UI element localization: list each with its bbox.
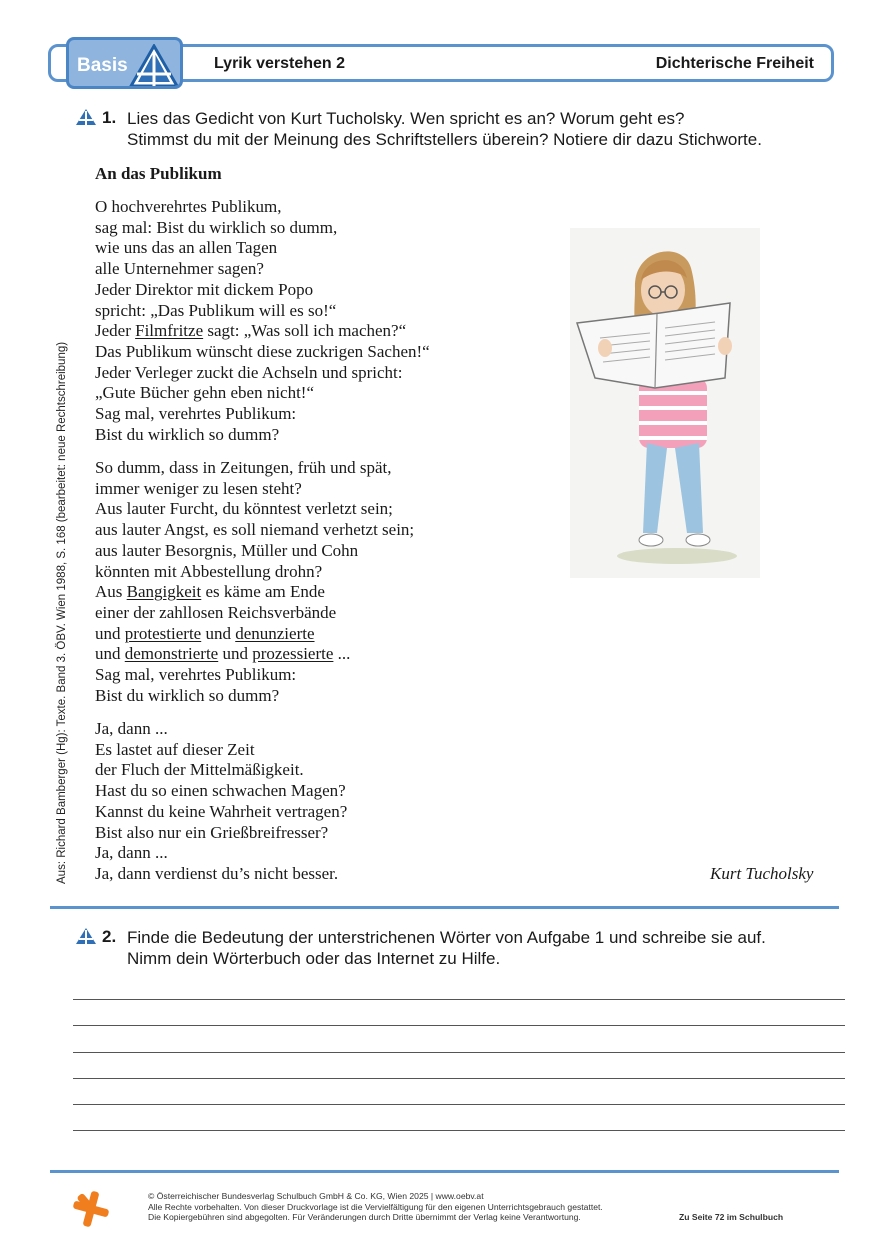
poem-title: An das Publikum [95,164,222,183]
poem-line: Jeder Direktor mit dickem Popo [95,279,314,299]
text-segment: und [95,623,125,643]
writing-line[interactable] [73,1104,845,1105]
task-1-instructions [127,108,762,150]
poem-line: Ja, dann ... [95,719,168,738]
basis-level-icon [75,108,97,126]
worksheet-title: Lyrik verstehen 2 [214,55,346,72]
poem-line: Ja, dann ... [95,843,168,863]
poem-line: Sag mal, verehrtes Publikum: [95,665,297,685]
poem-line: Es lastet auf dieser Zeit [95,739,255,759]
poem-line [95,624,414,645]
textbook-page-reference: Zu Seite 72 im Schulbuch [679,1212,784,1222]
underlined-word: protestierte [124,623,202,643]
text-segment: es käme am Ende [201,582,325,602]
copyright-notice [148,1191,603,1223]
task-1-number: 1. [102,108,117,127]
task-2-number: 2. [102,927,117,946]
girl-reading-newspaper-illustration [565,228,765,578]
poem-line [95,644,414,665]
poem-line: Aus lauter Furcht, du könntest verletzt sein; [95,499,393,519]
poem-line: Ja, dann verdienst du’s nicht besser. [95,863,339,883]
poem-line: sag mal: Bist du wirklich so dumm, [95,217,338,237]
underlined-word: demonstrierte [124,644,219,664]
task-2-line: Finde die Bedeutung der unterstrichenen Wörter von Aufgabe 1 und schreibe sie auf. [127,928,766,947]
poem-line: aus lauter Angst, es soll niemand verhetzt sein; [95,520,415,540]
poem-line: spricht: „Das Publikum will es so!“ [95,300,337,320]
footer-line: Die Kopiergebühren sind abgegolten. Für Veränderungen durch Dritte übernimmt der Verlag keine Verantwortung. [148,1212,581,1222]
poem-line: „Gute Bücher gehn eben nicht!“ [95,383,315,403]
poem-stanza-3 [95,719,347,885]
text-segment: Jeder [95,321,136,341]
writing-line[interactable] [73,1130,845,1131]
poem-line: So dumm, dass in Zeitungen, früh und spät, [95,458,392,477]
footer-line: © Österreichischer Bundesverlag Schulbuch GmbH & Co. KG, Wien 2025 | www.oebv.at [148,1191,484,1201]
poem-line: Sag mal, verehrtes Publikum: [95,404,297,424]
basis-level-icon [75,927,97,945]
task-2-instructions [127,927,766,969]
task-1-line: Stimmst du mit der Meinung des Schriftstellers überein? Notiere dir dazu Stichworte. [127,130,762,149]
footer-divider [50,1170,839,1173]
level-badge [66,37,183,89]
badge-label: Basis [77,55,128,76]
text-segment: und [218,644,253,664]
poem-line: alle Unternehmer sagen? [95,259,264,279]
poem-stanza-2 [95,458,414,706]
poem-line: immer weniger zu lesen steht? [95,478,302,498]
text-segment: und [201,623,236,643]
writing-line[interactable] [73,999,845,1000]
section-title: Dichterische Freiheit [655,55,814,72]
writing-line[interactable] [73,1052,845,1053]
poem-line [95,582,414,603]
writing-line[interactable] [73,1078,845,1079]
poem-line: Hast du so einen schwachen Magen? [95,781,346,801]
publisher-logo-icon [72,1190,110,1228]
underlined-word: Filmfritze [135,321,204,341]
poem-line: Jeder Verleger zuckt die Achseln und spricht: [95,362,403,382]
text-segment: und [95,644,125,664]
poem-line: Das Publikum wünscht diese zuckrigen Sachen!“ [95,341,430,361]
underlined-word: prozessierte [252,644,334,664]
underlined-word: Bangigkeit [126,582,202,602]
poem-stanza-1 [95,197,430,445]
poem-author: Kurt Tucholsky [710,864,814,883]
poem-line: aus lauter Besorgnis, Müller und Cohn [95,540,359,560]
poem-line: Bist also nur ein Grießbreifresser? [95,822,329,842]
poem-line: O hochverehrtes Publikum, [95,197,282,216]
poem-line: wie uns das an allen Tagen [95,238,278,258]
poem-line: Kannst du keine Wahrheit vertragen? [95,801,348,821]
text-segment: Aus [95,582,127,602]
level-triangle-icon [129,44,179,88]
source-note: Aus: Richard Bamberger (Hg): Texte. Band 3. ÖBV. Wien 1988, S. 168 (bearbeitet: neue Rechtschreibung) [56,341,68,884]
poem-line [95,321,430,342]
underlined-word: denunzierte [235,623,315,643]
footer-line: Alle Rechte vorbehalten. Von dieser Druckvorlage ist die Vervielfältigung für den eigenen Unterrichtsgebrauch gestattet. [148,1201,603,1212]
task-1-line: Lies das Gedicht von Kurt Tucholsky. Wen spricht es an? Worum geht es? [127,109,685,128]
poem-line: einer der zahllosen Reichsverbände [95,602,337,622]
writing-line[interactable] [73,1025,845,1026]
text-segment: ... [333,644,351,664]
task-2-line: Nimm dein Wörterbuch oder das Internet zu Hilfe. [127,949,501,968]
text-segment: sagt: „Was soll ich machen?“ [203,321,407,341]
poem-line: der Fluch der Mittelmäßigkeit. [95,760,304,780]
poem-line: Bist du wirklich so dumm? [95,685,280,705]
poem-line: Bist du wirklich so dumm? [95,424,280,444]
poem-line: könnten mit Abbestellung drohn? [95,561,323,581]
section-divider [50,906,839,909]
